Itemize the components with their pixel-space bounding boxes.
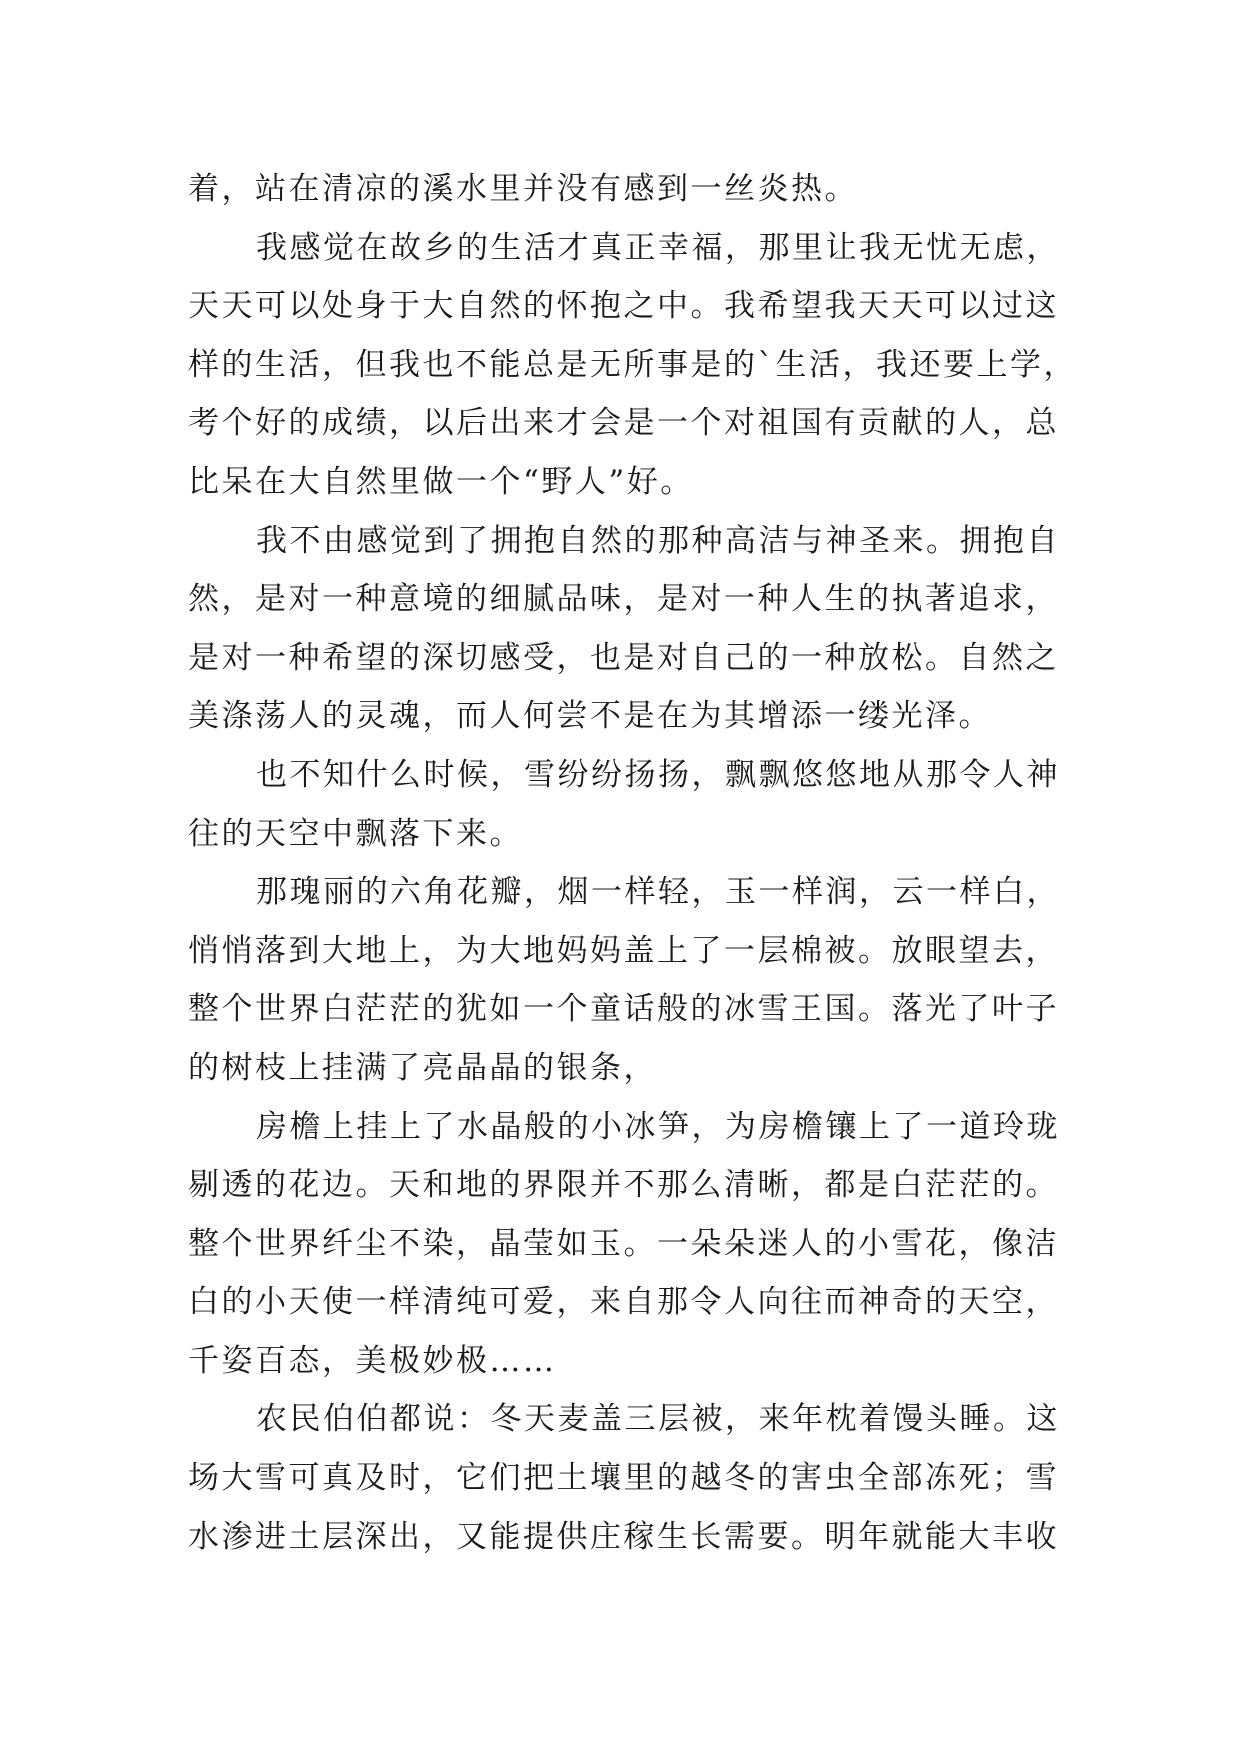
text-line: 然，是对一种意境的细腻品味，是对一种人生的执著追求， [188, 581, 1059, 618]
text-line: 美涤荡人的灵魂，而人何尝不是在为其增添一缕光泽。 [188, 698, 992, 735]
text-line: 比呆在大自然里做一个“野人”好。 [188, 463, 694, 500]
text-line: 千姿百态，美极妙极…… [188, 1342, 557, 1379]
text-line: 整个世界白茫茫的犹如一个童话般的冰雪王国。落光了叶子 [188, 991, 1059, 1028]
paragraph-first-line: 房檐上挂上了水晶般的小冰笋，为房檐镶上了一道玲珑 [256, 1108, 1060, 1145]
text-line: 水渗进土层深出，又能提供庄稼生长需要。明年就能大丰收 [188, 1518, 1059, 1555]
text-line: 白的小天使一样清纯可爱，来自那令人向往而神奇的天空， [188, 1284, 1059, 1321]
text-line: 考个好的成绩，以后出来才会是一个对祖国有贡献的人，总 [188, 405, 1059, 442]
text-line: 悄悄落到大地上，为大地妈妈盖上了一层棉被。放眼望去， [188, 932, 1059, 969]
paragraph-first-line: 我感觉在故乡的生活才真正幸福，那里让我无忧无虑， [256, 229, 1060, 266]
paragraph-first-line: 农民伯伯都说：冬天麦盖三层被，来年枕着馒头睡。这 [256, 1401, 1060, 1438]
text-line: 天天可以处身于大自然的怀抱之中。我希望我天天可以过这 [188, 288, 1059, 325]
paragraph-first-line: 我不由感觉到了拥抱自然的那种高洁与神圣来。拥抱自 [256, 522, 1060, 559]
text-line: 着，站在清凉的溪水里并没有感到一丝炎热。 [188, 171, 858, 207]
text-line: 是对一种希望的深切感受，也是对自己的一种放松。自然之 [188, 639, 1059, 676]
text-line: 样的生活，但我也不能总是无所事是的`生活，我还要上学， [188, 346, 1077, 383]
text-line: 剔透的花边。天和地的界限并不那么清晰，都是白茫茫的。 [188, 1167, 1059, 1204]
text-line: 整个世界纤尘不染，晶莹如玉。一朵朵迷人的小雪花，像洁 [188, 1225, 1059, 1262]
document-body [188, 160, 1077, 1566]
paragraph-first-line: 也不知什么时候，雪纷纷扬扬，飘飘悠悠地从那令人神 [256, 756, 1060, 793]
text-line: 的树枝上挂满了亮晶晶的银条， [188, 1049, 657, 1086]
paragraph-first-line: 那瑰丽的六角花瓣，烟一样轻，玉一样润，云一样白， [256, 874, 1060, 911]
text-line: 场大雪可真及时，它们把土壤里的越冬的害虫全部冻死；雪 [188, 1460, 1059, 1497]
text-line: 往的天空中飘落下来。 [188, 815, 523, 852]
